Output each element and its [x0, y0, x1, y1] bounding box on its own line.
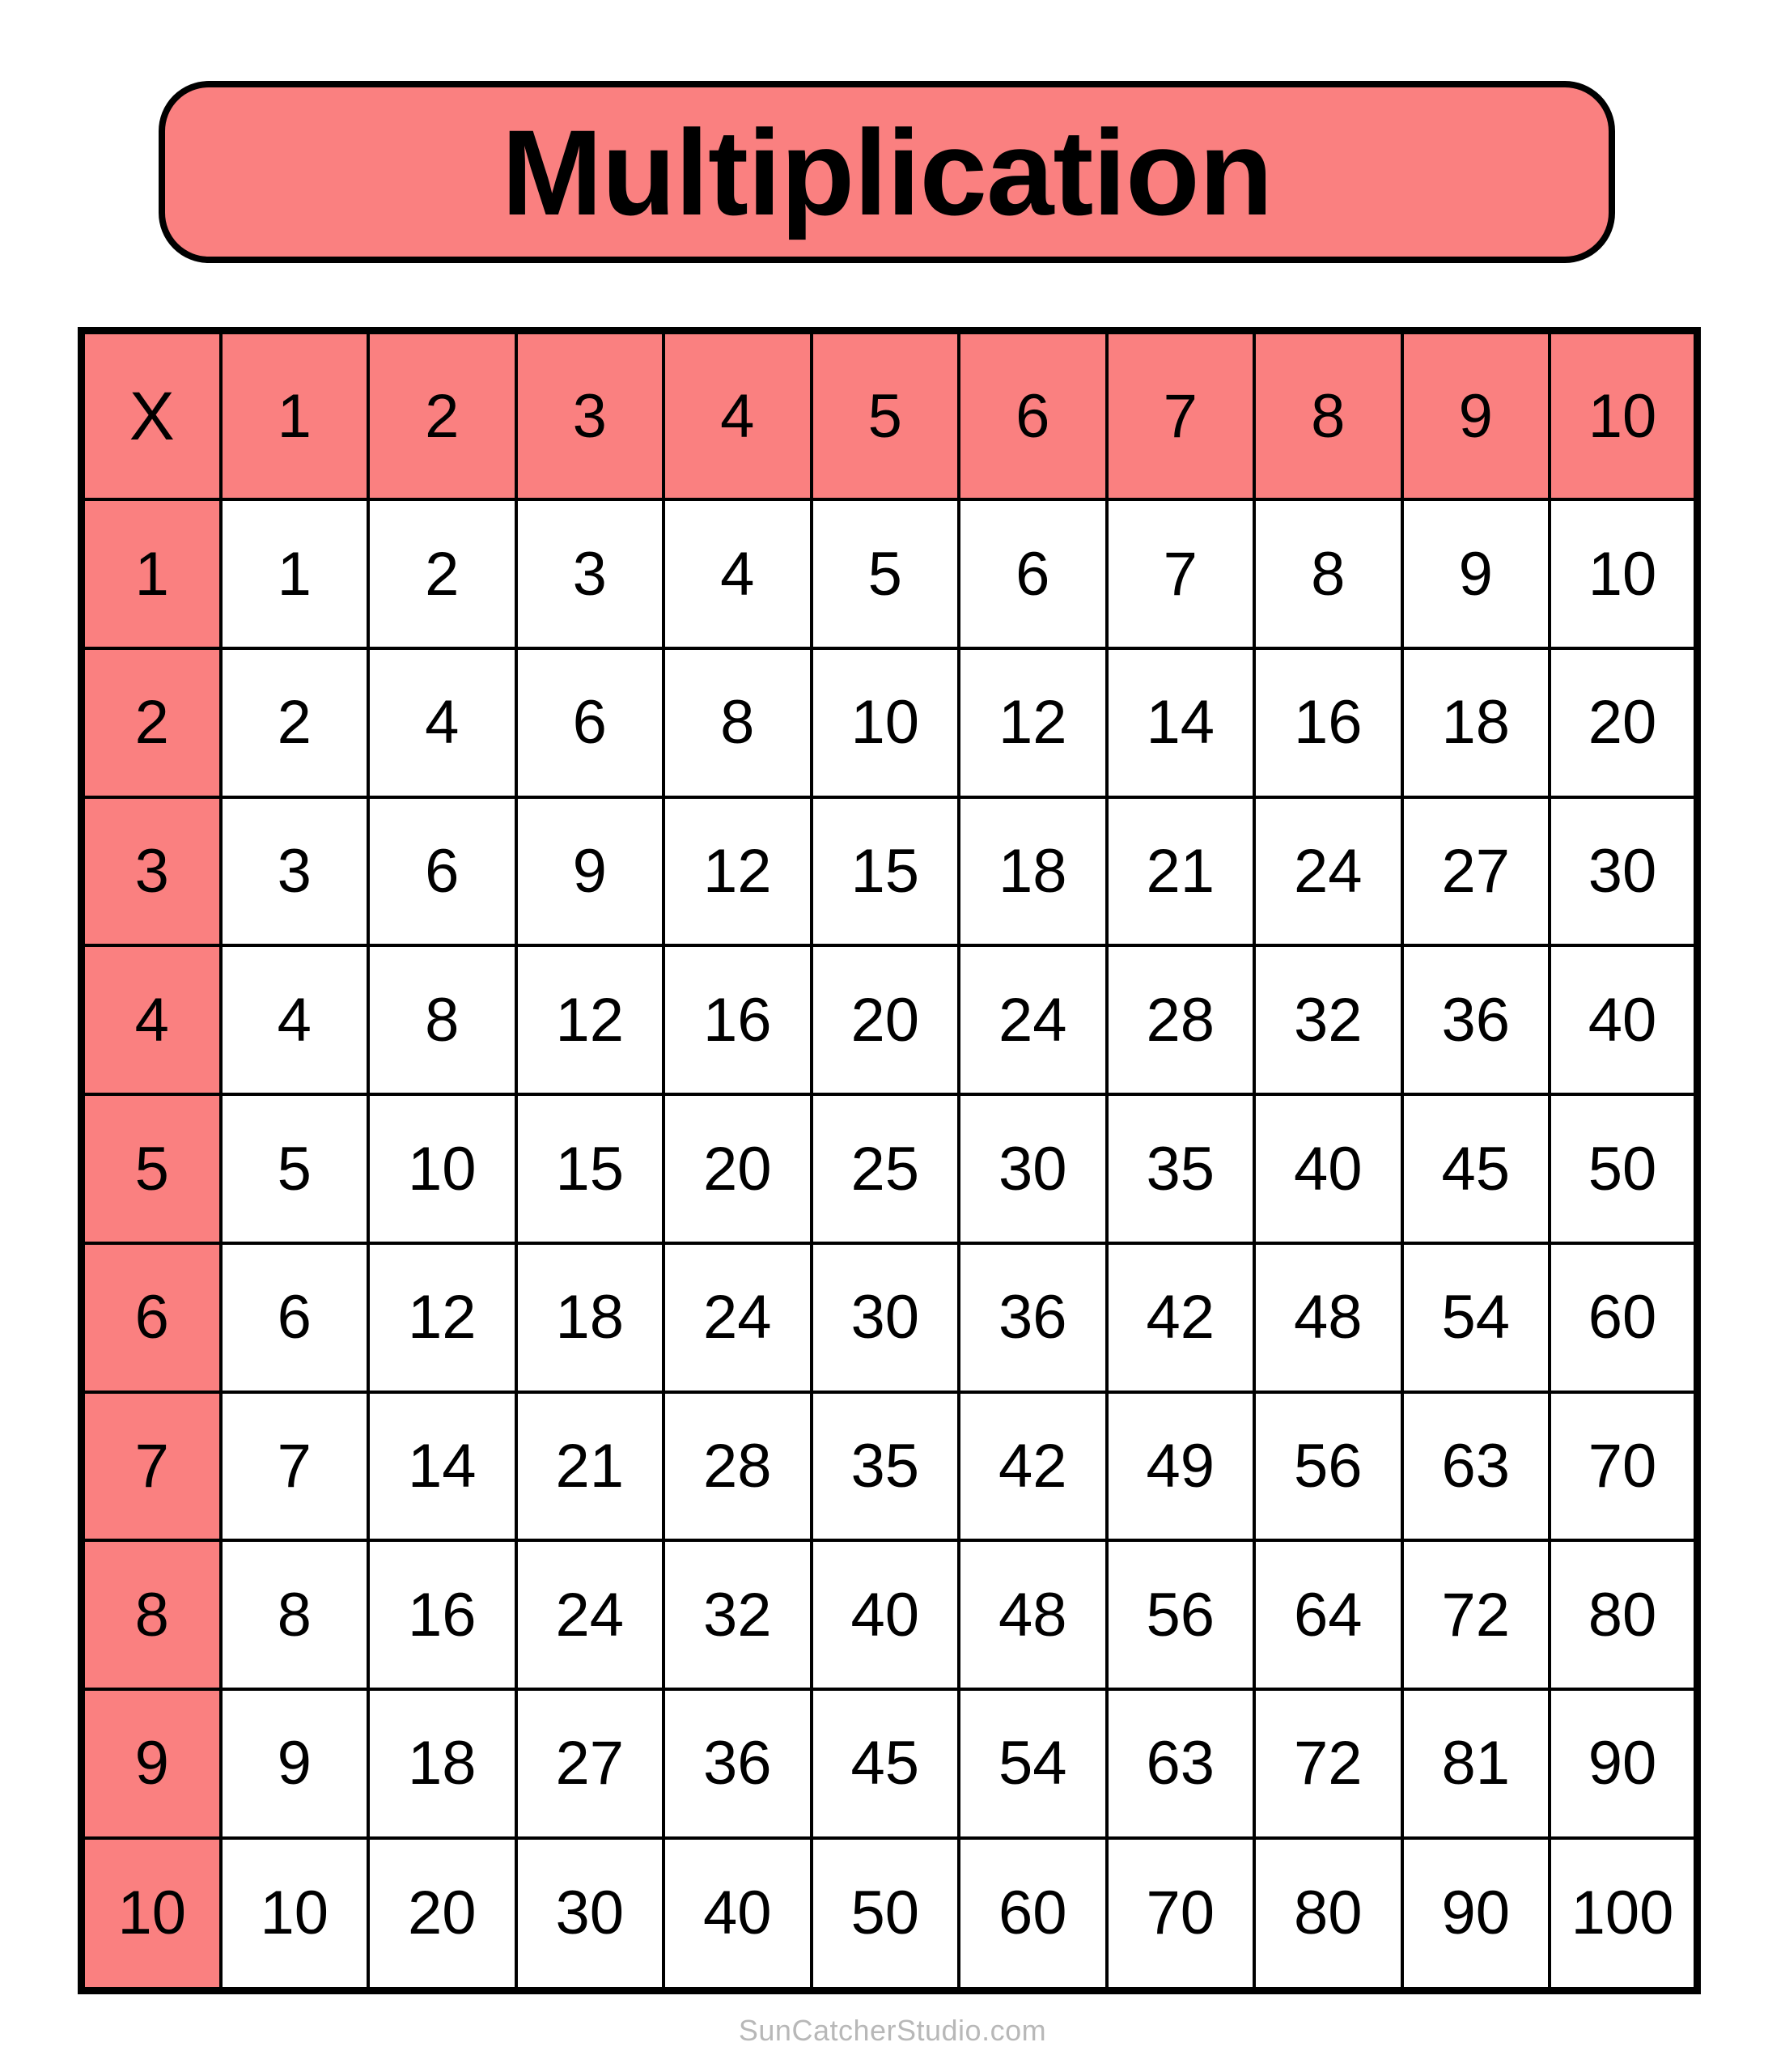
table-cell: 18 — [516, 1243, 664, 1392]
table-cell: 18 — [959, 797, 1107, 946]
table-cell: 7 — [1107, 499, 1255, 648]
table-cell: 32 — [1254, 945, 1402, 1094]
table-row — [82, 1838, 1698, 1991]
table-cell: 15 — [516, 1094, 664, 1243]
row-header: 7 — [82, 1392, 221, 1541]
multiplication-table — [78, 327, 1701, 1994]
table-cell: 6 — [221, 1243, 369, 1392]
table-cell: 64 — [1254, 1540, 1402, 1689]
table-cell: 36 — [959, 1243, 1107, 1392]
table-cell: 28 — [1107, 945, 1255, 1094]
table-cell: 10 — [812, 648, 960, 797]
table-cell: 30 — [516, 1838, 664, 1991]
table-cell: 4 — [221, 945, 369, 1094]
table-cell: 8 — [1254, 499, 1402, 648]
table-cell: 6 — [959, 499, 1107, 648]
table-cell: 21 — [516, 1392, 664, 1541]
table-body — [82, 331, 1698, 1991]
table-cell: 5 — [812, 499, 960, 648]
table-cell: 24 — [664, 1243, 812, 1392]
table-cell: 8 — [221, 1540, 369, 1689]
row-header: 5 — [82, 1094, 221, 1243]
table-cell: 81 — [1402, 1689, 1550, 1838]
table-cell: 5 — [221, 1094, 369, 1243]
table-cell: 12 — [664, 797, 812, 946]
table-cell: 35 — [812, 1392, 960, 1541]
table-cell: 72 — [1402, 1540, 1550, 1689]
table-cell: 10 — [1550, 499, 1698, 648]
table-cell: 10 — [368, 1094, 516, 1243]
table-cell: 8 — [368, 945, 516, 1094]
table-cell: 42 — [959, 1392, 1107, 1541]
column-header: 2 — [368, 331, 516, 500]
table-cell: 16 — [1254, 648, 1402, 797]
column-header: 10 — [1550, 331, 1698, 500]
table-cell: 10 — [221, 1838, 369, 1991]
column-header: 3 — [516, 331, 664, 500]
column-header: 6 — [959, 331, 1107, 500]
table-cell: 20 — [664, 1094, 812, 1243]
table-cell: 70 — [1107, 1838, 1255, 1991]
table-cell: 18 — [1402, 648, 1550, 797]
multiplication-grid-wrap — [78, 327, 1701, 1994]
table-cell: 40 — [1254, 1094, 1402, 1243]
table-cell: 8 — [664, 648, 812, 797]
table-cell: 49 — [1107, 1392, 1255, 1541]
row-header: 1 — [82, 499, 221, 648]
table-row — [82, 1094, 1698, 1243]
table-cell: 50 — [1550, 1094, 1698, 1243]
table-cell: 9 — [516, 797, 664, 946]
table-row — [82, 648, 1698, 797]
table-cell: 20 — [1550, 648, 1698, 797]
table-cell: 45 — [1402, 1094, 1550, 1243]
table-cell: 30 — [959, 1094, 1107, 1243]
table-cell: 70 — [1550, 1392, 1698, 1541]
table-cell: 48 — [959, 1540, 1107, 1689]
table-cell: 16 — [368, 1540, 516, 1689]
table-cell: 63 — [1107, 1689, 1255, 1838]
table-cell: 40 — [664, 1838, 812, 1991]
table-row — [82, 945, 1698, 1094]
table-cell: 14 — [1107, 648, 1255, 797]
table-cell: 27 — [1402, 797, 1550, 946]
title-banner-wrap — [159, 81, 1615, 263]
row-header: 6 — [82, 1243, 221, 1392]
table-cell: 9 — [1402, 499, 1550, 648]
table-cell: 7 — [221, 1392, 369, 1541]
row-header: 9 — [82, 1689, 221, 1838]
table-cell: 48 — [1254, 1243, 1402, 1392]
table-cell: 24 — [1254, 797, 1402, 946]
table-cell: 20 — [812, 945, 960, 1094]
table-cell: 40 — [812, 1540, 960, 1689]
table-cell: 2 — [368, 499, 516, 648]
table-cell: 36 — [664, 1689, 812, 1838]
table-row — [82, 1689, 1698, 1838]
table-cell: 56 — [1254, 1392, 1402, 1541]
table-cell: 72 — [1254, 1689, 1402, 1838]
table-cell: 2 — [221, 648, 369, 797]
column-header: 8 — [1254, 331, 1402, 500]
column-header: 9 — [1402, 331, 1550, 500]
table-cell: 6 — [516, 648, 664, 797]
table-cell: 6 — [368, 797, 516, 946]
table-cell: 30 — [812, 1243, 960, 1392]
table-cell: 54 — [1402, 1243, 1550, 1392]
table-cell: 18 — [368, 1689, 516, 1838]
table-row — [82, 499, 1698, 648]
table-cell: 90 — [1550, 1689, 1698, 1838]
table-cell: 80 — [1254, 1838, 1402, 1991]
table-cell: 3 — [221, 797, 369, 946]
table-cell: 15 — [812, 797, 960, 946]
column-header: 4 — [664, 331, 812, 500]
table-cell: 14 — [368, 1392, 516, 1541]
table-cell: 54 — [959, 1689, 1107, 1838]
table-cell: 20 — [368, 1838, 516, 1991]
table-cell: 4 — [664, 499, 812, 648]
table-row — [82, 797, 1698, 946]
table-cell: 80 — [1550, 1540, 1698, 1689]
table-cell: 40 — [1550, 945, 1698, 1094]
column-header: 1 — [221, 331, 369, 500]
table-cell: 16 — [664, 945, 812, 1094]
table-cell: 12 — [368, 1243, 516, 1392]
table-cell: 45 — [812, 1689, 960, 1838]
table-row — [82, 1540, 1698, 1689]
table-cell: 12 — [516, 945, 664, 1094]
row-header: 4 — [82, 945, 221, 1094]
table-cell: 21 — [1107, 797, 1255, 946]
footer-credit: SunCatcherStudio.com — [738, 2014, 1047, 2047]
table-cell: 30 — [1550, 797, 1698, 946]
table-cell: 35 — [1107, 1094, 1255, 1243]
table-row — [82, 1392, 1698, 1541]
row-header: 3 — [82, 797, 221, 946]
table-cell: 60 — [1550, 1243, 1698, 1392]
row-header: 10 — [82, 1838, 221, 1991]
table-header-row — [82, 331, 1698, 500]
table-cell: 9 — [221, 1689, 369, 1838]
table-cell: 25 — [812, 1094, 960, 1243]
row-header: 8 — [82, 1540, 221, 1689]
table-cell: 24 — [516, 1540, 664, 1689]
column-header: 5 — [812, 331, 960, 500]
title-banner — [159, 81, 1615, 263]
row-header: 2 — [82, 648, 221, 797]
table-cell: 100 — [1550, 1838, 1698, 1991]
table-cell: 90 — [1402, 1838, 1550, 1991]
table-cell: 24 — [959, 945, 1107, 1094]
table-cell: 36 — [1402, 945, 1550, 1094]
table-cell: 27 — [516, 1689, 664, 1838]
column-header: 7 — [1107, 331, 1255, 500]
table-cell: 32 — [664, 1540, 812, 1689]
table-cell: 50 — [812, 1838, 960, 1991]
table-cell: 42 — [1107, 1243, 1255, 1392]
table-cell: 63 — [1402, 1392, 1550, 1541]
table-corner-cell: X — [82, 331, 221, 500]
table-cell: 60 — [959, 1838, 1107, 1991]
table-cell: 12 — [959, 648, 1107, 797]
table-cell: 1 — [221, 499, 369, 648]
page-title: Multiplication — [501, 104, 1273, 240]
table-cell: 3 — [516, 499, 664, 648]
table-cell: 4 — [368, 648, 516, 797]
table-row — [82, 1243, 1698, 1392]
table-cell: 28 — [664, 1392, 812, 1541]
table-cell: 56 — [1107, 1540, 1255, 1689]
